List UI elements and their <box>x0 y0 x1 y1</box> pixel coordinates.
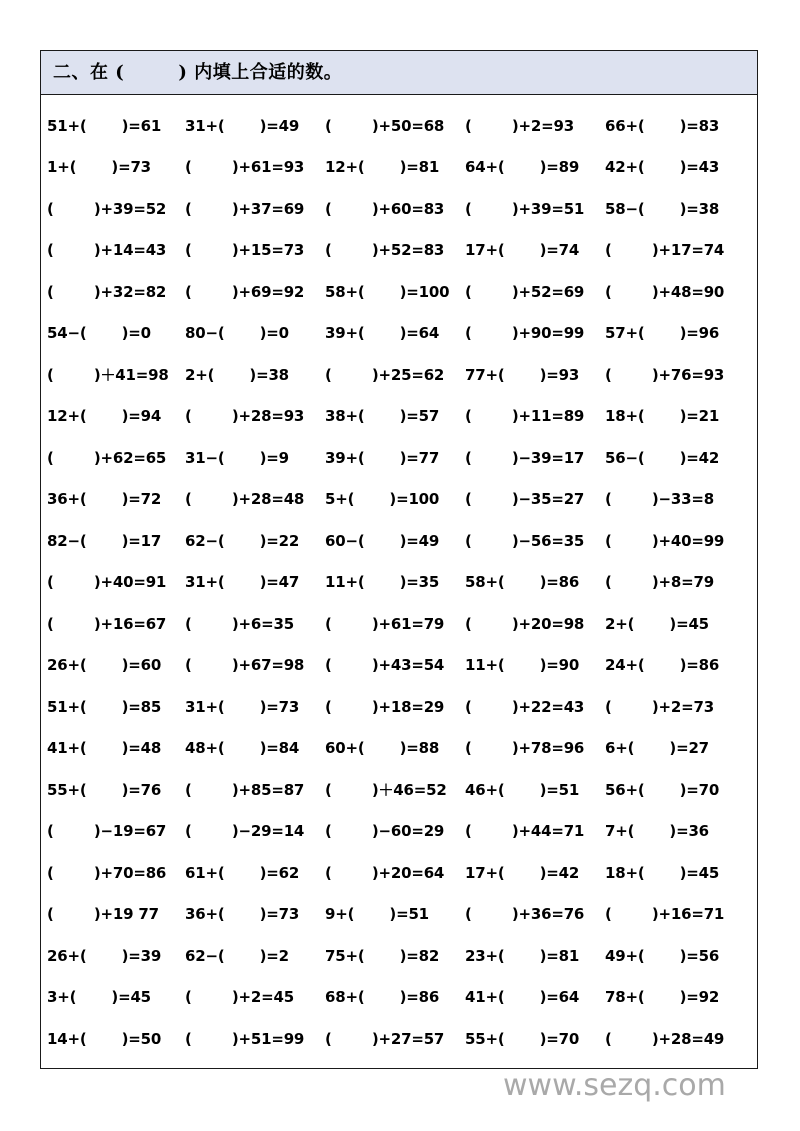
problem-item[interactable]: 12+( )=81 <box>325 158 440 177</box>
problem-item[interactable]: 42+( )=43 <box>605 158 720 177</box>
problem-item[interactable]: ( )−60=29 <box>325 822 445 841</box>
problem-row <box>41 603 757 645</box>
problem-item[interactable]: 26+( )=39 <box>47 946 162 965</box>
problem-row <box>41 728 757 770</box>
problem-item[interactable]: ( )+76=93 <box>605 365 725 384</box>
problem-item[interactable]: 58−( )=38 <box>605 199 720 218</box>
problem-row <box>41 769 757 811</box>
problem-item[interactable]: ( )+22=43 <box>465 697 585 716</box>
problem-item[interactable]: 7+( )=36 <box>605 822 709 841</box>
problem-item[interactable]: ( )+43=54 <box>325 656 445 675</box>
problem-item[interactable]: ( )−56=35 <box>465 531 585 550</box>
problem-item[interactable]: ( )−35=27 <box>465 490 585 509</box>
problem-row <box>41 562 757 604</box>
problem-item[interactable]: ( )+28=48 <box>185 490 305 509</box>
problem-row <box>41 271 757 313</box>
problem-item[interactable]: 60−( )=49 <box>325 531 440 550</box>
problem-item[interactable]: 55+( )=70 <box>465 1029 580 1048</box>
problem-item[interactable]: 6+( )=27 <box>605 739 709 758</box>
problem-item[interactable]: ( )+25=62 <box>325 365 445 384</box>
problem-item[interactable]: 31−( )=9 <box>185 448 289 467</box>
problem-row <box>41 188 757 230</box>
problem-row <box>41 811 757 853</box>
problem-item[interactable]: 66+( )=83 <box>605 116 720 135</box>
problem-item[interactable]: 75+( )=82 <box>325 946 440 965</box>
problem-item[interactable]: ( )+37=69 <box>185 199 305 218</box>
problem-row <box>41 437 757 479</box>
problem-row <box>41 686 757 728</box>
problem-item[interactable]: 62−( )=2 <box>185 946 289 965</box>
problem-item[interactable]: ( )+52=83 <box>325 241 445 260</box>
problem-item[interactable]: ( )+27=57 <box>325 1029 445 1048</box>
problem-item[interactable]: 46+( )=51 <box>465 780 580 799</box>
problem-row <box>41 852 757 894</box>
section-header: 二、在 ( ) 内填上合适的数。 <box>41 51 757 95</box>
problem-item[interactable]: ( )+2=73 <box>605 697 714 716</box>
problem-item[interactable]: ( )+2=45 <box>185 988 294 1007</box>
problem-item[interactable]: ( )+85=87 <box>185 780 305 799</box>
problem-item[interactable]: ( )−29=14 <box>185 822 305 841</box>
problem-item[interactable]: ( )+32=82 <box>47 282 167 301</box>
problem-item[interactable]: ( )+15=73 <box>185 241 305 260</box>
problem-item[interactable]: 68+( )=86 <box>325 988 440 1007</box>
problem-item[interactable]: ( )+52=69 <box>465 282 585 301</box>
problem-item[interactable]: ( )+39=52 <box>47 199 167 218</box>
problem-item[interactable]: 38+( )=57 <box>325 407 440 426</box>
problem-item[interactable]: ( )−33=8 <box>605 490 714 509</box>
problem-item[interactable]: ( )+69=92 <box>185 282 305 301</box>
problem-item[interactable]: ( )+40=99 <box>605 531 725 550</box>
problem-item[interactable]: 2+( )=38 <box>185 365 289 384</box>
problem-item[interactable]: 62−( )=22 <box>185 531 300 550</box>
problem-item[interactable]: 82−( )=17 <box>47 531 162 550</box>
problem-item[interactable]: 17+( )=74 <box>465 241 580 260</box>
problem-item[interactable]: 54−( )=0 <box>47 324 151 343</box>
problem-item[interactable]: 5+( )=100 <box>325 490 440 509</box>
problem-item[interactable]: 9+( )=51 <box>325 905 429 924</box>
problem-item[interactable]: ( )＋41=98 <box>47 366 169 385</box>
problem-item[interactable]: 17+( )=42 <box>465 863 580 882</box>
problem-row <box>41 479 757 521</box>
problem-item[interactable]: ( )+48=90 <box>605 282 725 301</box>
problem-row <box>41 105 757 147</box>
problem-item[interactable]: 3+( )=45 <box>47 988 151 1007</box>
problem-item[interactable]: 23+( )=81 <box>465 946 580 965</box>
problem-item[interactable]: 31+( )=47 <box>185 573 300 592</box>
problem-row <box>41 935 757 977</box>
problem-item[interactable]: 36+( )=72 <box>47 490 162 509</box>
problem-item[interactable]: 56+( )=70 <box>605 780 720 799</box>
problem-item[interactable]: 36+( )=73 <box>185 905 300 924</box>
problem-item[interactable]: ( )+60=83 <box>325 199 445 218</box>
problem-item[interactable]: ( )+17=74 <box>605 241 725 260</box>
problem-row <box>41 230 757 272</box>
site-watermark: www.sezq.com <box>503 1068 726 1103</box>
problem-item[interactable]: 61+( )=62 <box>185 863 300 882</box>
problem-item[interactable]: 51+( )=61 <box>47 116 162 135</box>
problem-row <box>41 354 757 396</box>
problem-item[interactable]: 58+( )=86 <box>465 573 580 592</box>
problem-item[interactable]: ( )+14=43 <box>47 241 167 260</box>
problem-item[interactable]: 80−( )=0 <box>185 324 289 343</box>
problem-item[interactable]: 48+( )=84 <box>185 739 300 758</box>
problem-item[interactable]: ( )+78=96 <box>465 739 585 758</box>
problem-item[interactable]: ( )+36=76 <box>465 905 585 924</box>
problem-item[interactable]: ( )+39=51 <box>465 199 585 218</box>
problem-item[interactable]: 55+( )=76 <box>47 780 162 799</box>
problem-item[interactable]: ( )+44=71 <box>465 822 585 841</box>
problem-item[interactable]: ( )+61=79 <box>325 614 445 633</box>
problem-row <box>41 645 757 687</box>
problem-item[interactable]: 41+( )=48 <box>47 739 162 758</box>
problem-row <box>41 1018 757 1060</box>
problem-item[interactable]: 31+( )=49 <box>185 116 300 135</box>
problem-item[interactable]: 64+( )=89 <box>465 158 580 177</box>
problem-item[interactable]: ( )+28=49 <box>605 1029 725 1048</box>
problem-item[interactable]: 24+( )=86 <box>605 656 720 675</box>
problem-item[interactable]: 78+( )=92 <box>605 988 720 1007</box>
problem-item[interactable]: ( )+6=35 <box>185 614 294 633</box>
problem-item[interactable]: 11+( )=90 <box>465 656 580 675</box>
problem-item[interactable]: 58+( )=100 <box>325 282 450 301</box>
problem-item[interactable]: ( )+8=79 <box>605 573 714 592</box>
problem-item[interactable]: ( )+67=98 <box>185 656 305 675</box>
problem-item[interactable]: ( )+20=98 <box>465 614 585 633</box>
problem-item[interactable]: 12+( )=94 <box>47 407 162 426</box>
problem-item[interactable]: 1+( )=73 <box>47 158 151 177</box>
problem-row <box>41 147 757 189</box>
problem-item[interactable]: 39+( )=64 <box>325 324 440 343</box>
problem-item[interactable]: ( )−19=67 <box>47 822 167 841</box>
problem-row <box>41 313 757 355</box>
problem-item[interactable]: 57+( )=96 <box>605 324 720 343</box>
problem-row <box>41 977 757 1019</box>
problem-grid <box>41 95 757 1068</box>
problem-row <box>41 894 757 936</box>
problem-item[interactable]: ( )+90=99 <box>465 324 585 343</box>
problem-item[interactable]: 49+( )=56 <box>605 946 720 965</box>
problem-item[interactable]: ( )+28=93 <box>185 407 305 426</box>
problem-item[interactable]: 60+( )=88 <box>325 739 440 758</box>
problem-item[interactable]: ( )+61=93 <box>185 158 305 177</box>
problem-item[interactable]: ( )+51=99 <box>185 1029 305 1048</box>
problem-item[interactable]: 14+( )=50 <box>47 1029 162 1048</box>
problem-item[interactable]: ( )+18=29 <box>325 697 445 716</box>
problem-item[interactable]: ( )+70=86 <box>47 863 167 882</box>
problem-item[interactable]: 18+( )=21 <box>605 407 720 426</box>
problem-item[interactable]: 2+( )=45 <box>605 614 709 633</box>
problem-item[interactable]: ( )+20=64 <box>325 863 445 882</box>
problem-item[interactable]: ( )+50=68 <box>325 116 445 135</box>
problem-row <box>41 520 757 562</box>
problem-item[interactable]: ( )+40=91 <box>47 573 167 592</box>
problem-item[interactable]: 56−( )=42 <box>605 448 720 467</box>
problem-item[interactable]: 18+( )=45 <box>605 863 720 882</box>
problem-item[interactable]: 11+( )=35 <box>325 573 440 592</box>
problem-item[interactable]: ( )−39=17 <box>465 448 585 467</box>
problem-item[interactable]: ( )+11=89 <box>465 407 585 426</box>
problem-item[interactable]: 77+( )=93 <box>465 365 580 384</box>
problem-item[interactable]: ( )+62=65 <box>47 448 167 467</box>
worksheet-container <box>40 50 758 1069</box>
problem-item[interactable]: ( )+16=71 <box>605 905 725 924</box>
problem-item[interactable]: ( )+19 77 <box>47 905 159 924</box>
problem-item[interactable]: 39+( )=77 <box>325 448 440 467</box>
problem-item[interactable]: ( )+2=93 <box>465 116 574 135</box>
problem-item[interactable]: ( )+16=67 <box>47 614 167 633</box>
problem-item[interactable]: ( )＋46=52 <box>325 781 447 800</box>
problem-item[interactable]: 26+( )=60 <box>47 656 162 675</box>
problem-row <box>41 396 757 438</box>
problem-item[interactable]: 51+( )=85 <box>47 697 162 716</box>
problem-item[interactable]: 31+( )=73 <box>185 697 300 716</box>
problem-item[interactable]: 41+( )=64 <box>465 988 580 1007</box>
